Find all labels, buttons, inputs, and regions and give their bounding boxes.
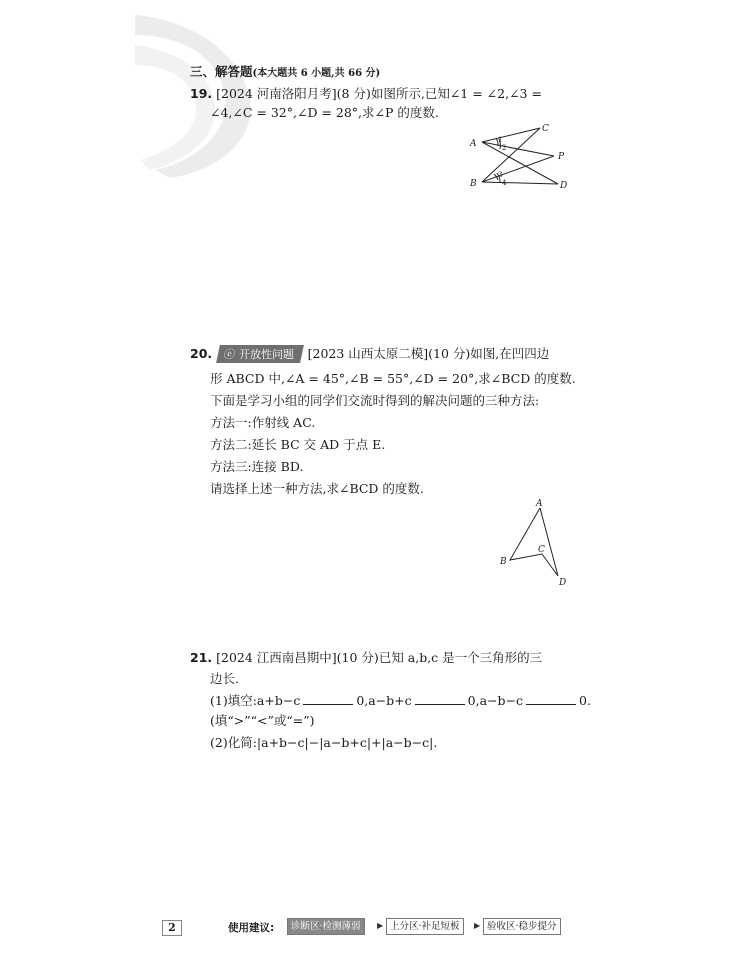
q20-method-3: 方法三:连接 BD. [210,459,304,474]
page-number: 2 [162,920,182,936]
q20-text-3: 下面是学习小组的同学们交流时得到的解决问题的三种方法: [210,393,540,408]
q19-label-3: 3 [498,171,503,179]
q20-text-2: 形 ABCD 中,∠A = 45°,∠B = 55°,∠D = 20°,求∠BCD 的度数. [210,371,576,386]
q19-line-BC [482,128,540,182]
q20-figure [496,494,576,590]
q21-part1-a: (1)填空:a+b−c [210,693,301,708]
q21-hint: (填“>”“<”或“=”) [210,713,315,728]
q21-part1-c: 0,a−b−c [467,693,524,708]
q21-part1-d: 0. [579,693,591,708]
q20-line1 [190,344,549,363]
q20-number: 20. [190,346,213,361]
q20-label-B: B [500,557,507,567]
q20-tag: ⓔ 开放性问题 [216,345,303,363]
q21-part1-b: 0,a−b+c [356,693,412,708]
q19-text-2: ∠4,∠C = 32°,∠D = 28°,求∠P 的度数. [210,105,439,120]
q19-line-BP [482,156,554,182]
q20-source: [2023 山西太原二模](10 分) [307,346,471,361]
footer-box-diagnose: 诊断区·检测薄弱 [287,918,365,935]
q19-label-D: D [560,181,568,191]
section-note: (本大题共 6 小题,共 66 分) [252,68,381,79]
q19-label-A: A [470,139,477,149]
q19-label-2: 2 [502,144,507,152]
q21-text-2: 边长. [210,671,239,686]
q19-figure [462,118,582,196]
q21-part1 [210,692,591,710]
q20-label-A: A [536,499,543,509]
q19-line1 [190,84,542,102]
q19-number: 19. [190,86,213,101]
q19-label-1: 1 [498,136,503,144]
q21-blank-2[interactable] [415,693,465,705]
q20-tag-label: 开放性问题 [238,348,294,361]
q21-blank-3[interactable] [526,693,576,705]
q21-text-1: 已知 a,b,c 是一个三角形的三 [378,650,543,665]
q19-label-C: C [542,124,549,134]
q21-number: 21. [190,650,213,665]
q20-method-1: 方法一:作射线 AC. [210,415,316,430]
usage-label: 使用建议: [228,922,275,934]
footer-box-verify: 验收区·稳步提分 [483,918,561,935]
section-title [190,62,380,80]
q20-label-C: C [538,545,545,555]
arrow-right-icon: ▶ [474,921,481,930]
q21-line1 [190,648,542,666]
q19-source: [2024 河南洛阳月考](8 分) [216,86,371,101]
q20-text-4: 请选择上述一种方法,求∠BCD 的度数. [210,481,424,496]
section-title-text: 三、解答题 [190,64,253,79]
q20-label-D: D [559,578,567,588]
q19-line-BD [482,182,558,184]
q19-label-B: B [470,179,477,189]
q20-text-1: 如图,在凹四边 [470,346,550,361]
q20-method-2: 方法二:延长 BC 交 AD 于点 E. [210,437,386,452]
q20-quadrilateral [510,508,558,576]
q19-label-4: 4 [502,179,507,187]
q19-label-P: P [558,152,565,162]
q21-source: [2024 江西南昌期中](10 分) [216,650,379,665]
q21-part2: (2)化简:|a+b−c|−|a−b+c|+|a−b−c|. [210,735,438,750]
q19-text-1: 如图所示,已知∠1 = ∠2,∠3 = [370,86,542,101]
arrow-right-icon: ▶ [377,921,384,930]
q19-line-AC [482,128,540,142]
q21-blank-1[interactable] [303,693,353,705]
footer-box-improve: 上分区·补足短板 [386,918,464,935]
